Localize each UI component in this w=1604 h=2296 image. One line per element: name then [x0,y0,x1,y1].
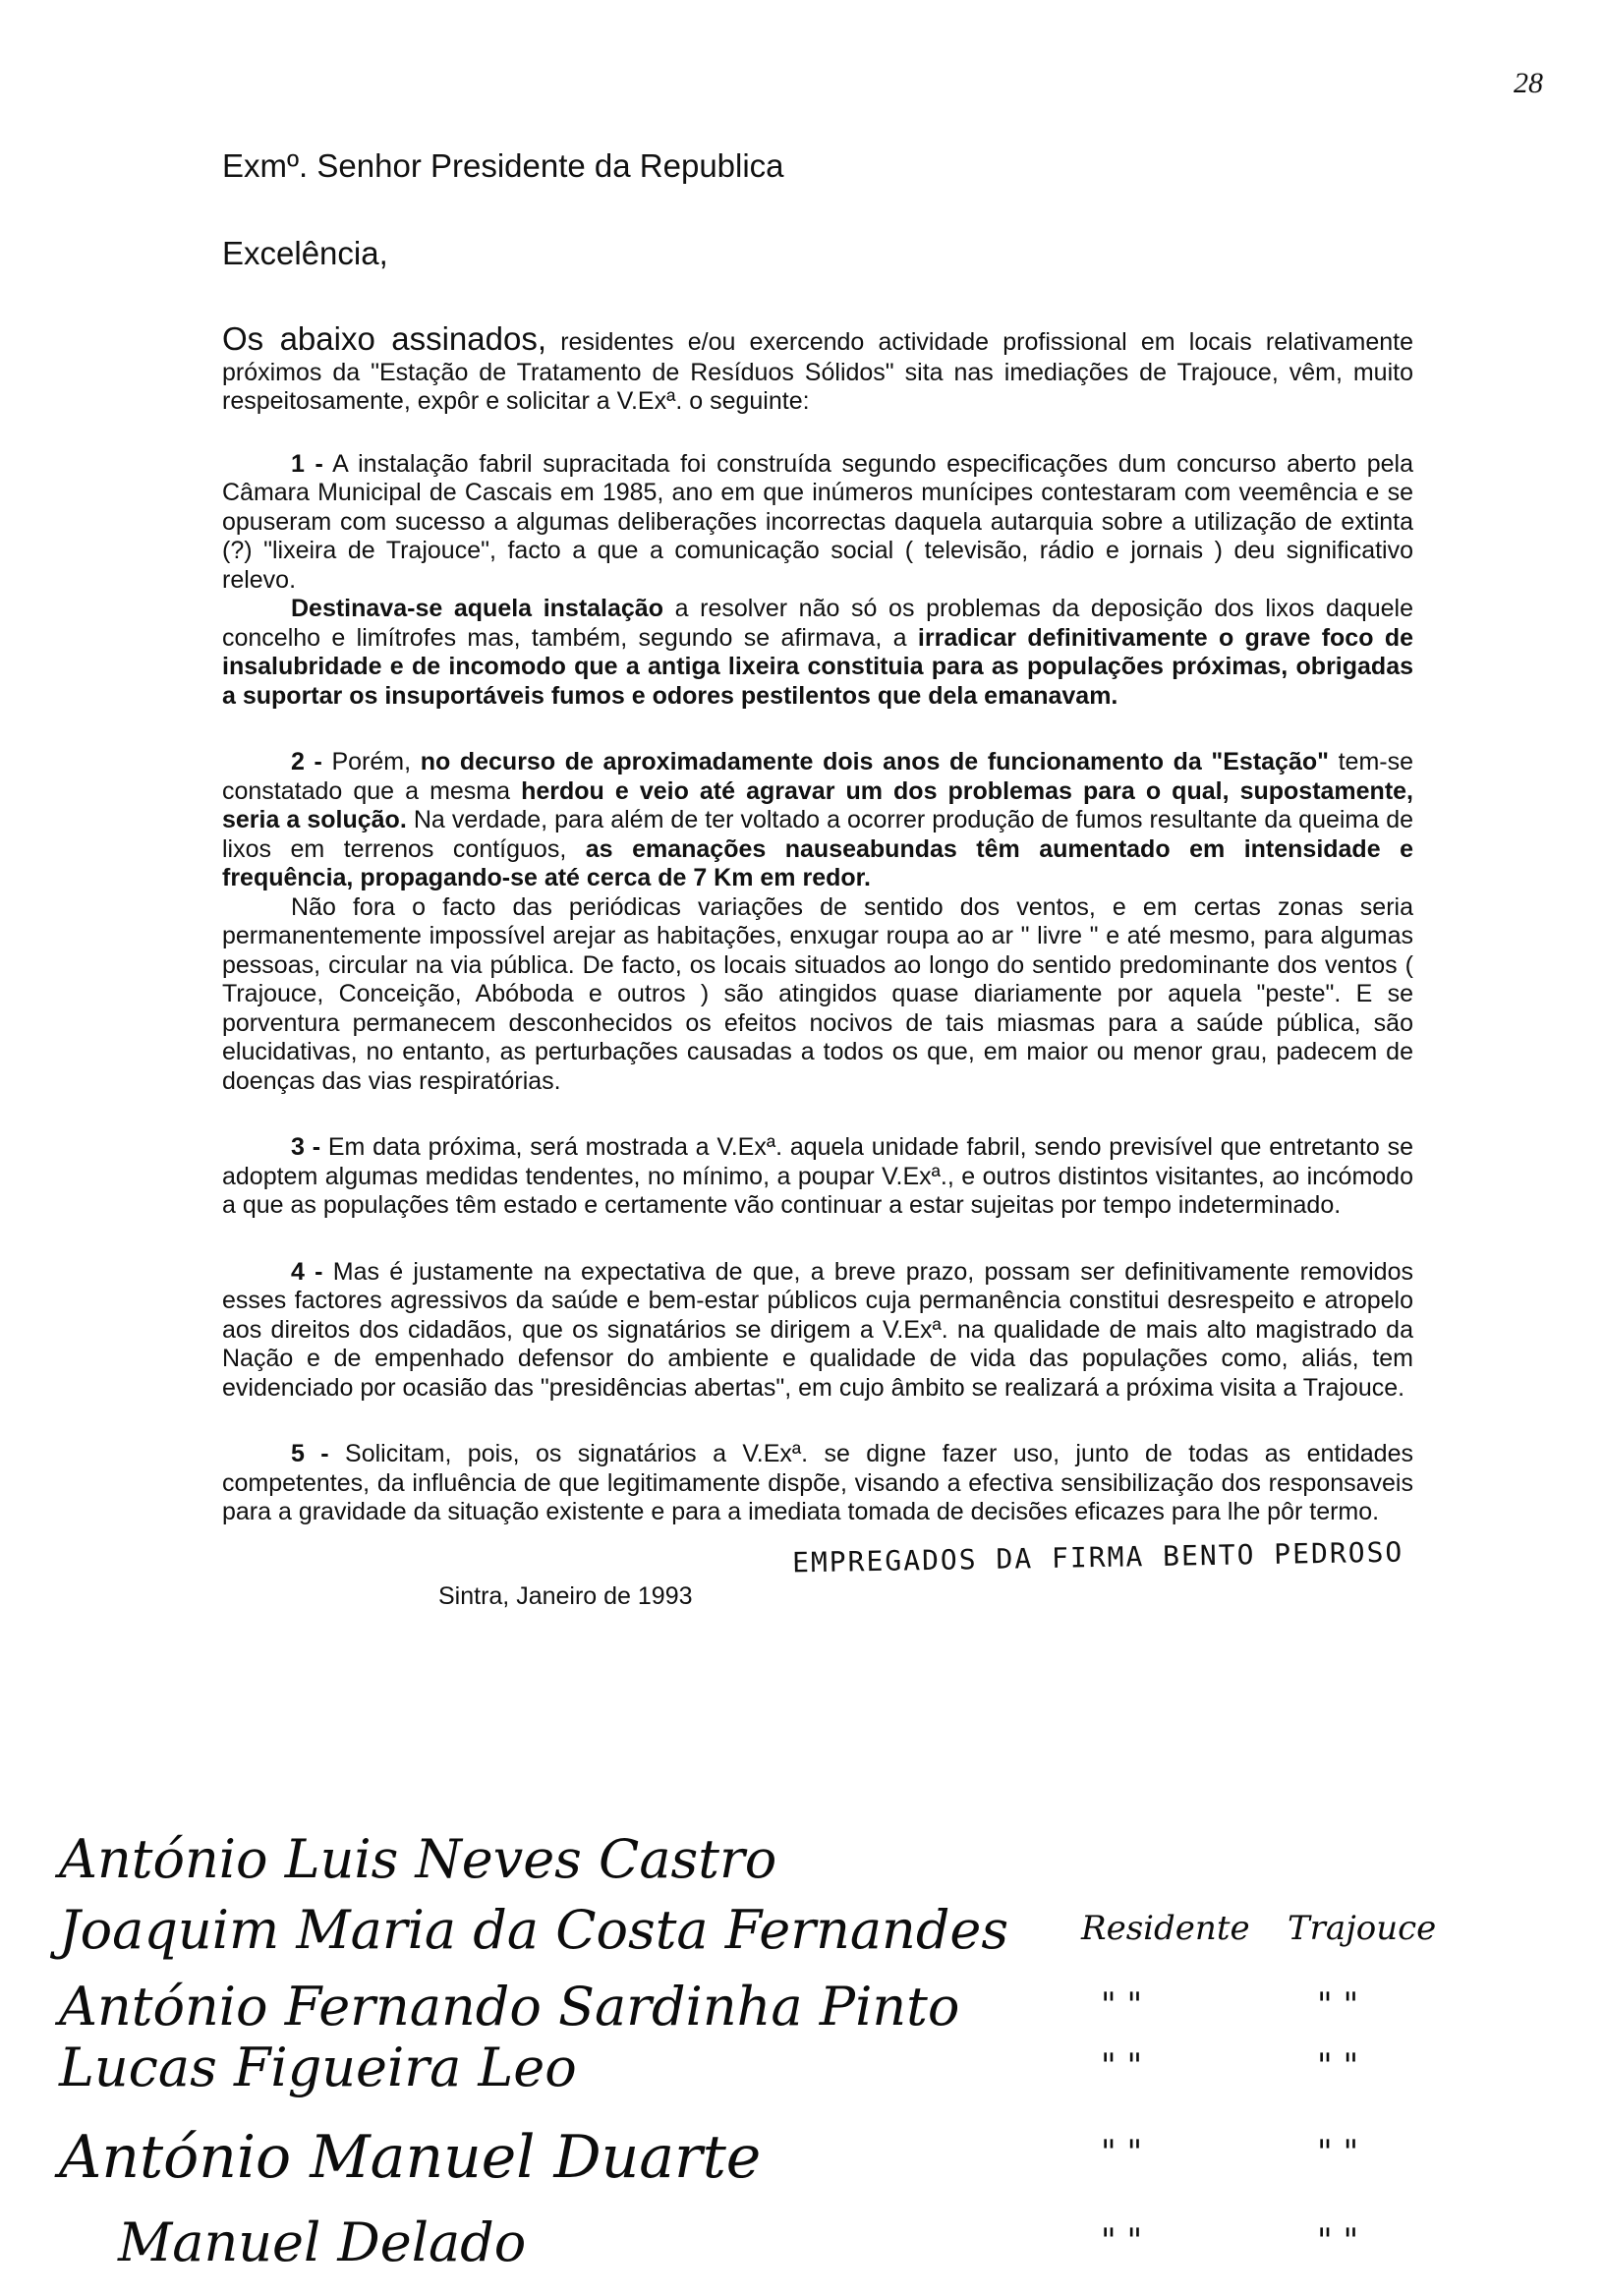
intro-text: residentes e/ou exercendo actividade profissional em locais relativamente próximos da "Estação de Tratamento de Resíduos Sólidos" sita nas imediações de Trajouce, vêm, muito respeitosamente, expôr e solicitar a V.Exª. o seguinte: [222,327,1413,416]
salutation: Exmº. Senhor Presidente da Republica [222,147,784,184]
section-2-bold-a: no decurso de aproximadamente dois anos de funcionamento da "Estação" [420,748,1329,776]
signature-row [59,2037,1533,2098]
signature: Lucas Figueira Leo [59,2037,577,2098]
signature: Manuel Delado [118,2211,527,2273]
section-5-number: 5 - [291,1440,329,1468]
section-3-number: 3 - [291,1133,321,1162]
section-1-bold-a: Destinava-se aquela instalação [291,595,663,623]
section-4-paragraph [222,1258,1413,1404]
section-2-bold-c: as emanações nauseabundas têm aumentado em intensidade e frequência, propagando-se até cerca de 7 Km em redor. [222,834,1414,892]
signature-row [59,2211,1533,2273]
section-3-paragraph [222,1133,1413,1221]
signature: Joaquim Maria da Costa Fernandes [59,1899,1009,1961]
section-1-text-a: a resolver não só os problemas da deposição dos lixos daquele concelho e limítrofes mas, também, segundo se afirmava, a [222,595,1413,652]
section-5-text: Solicitam, pois, os signatários a V.Exª. se digne fazer uso, junto de todas as entidades competentes, da influência de que legitimamente dispõe, visando a efectiva sensibilização dos responsaveis para a gravidade da situação existente e para a imediata tomada de decisões eficazes para lhe pôr termo. [222,1440,1413,1526]
signature-row [59,1899,1533,1961]
residence-label: Residente [1081,1909,1250,1948]
intro-lead: Os abaixo assinados, [222,319,546,357]
employer-note: EMPREGADOS DA FIRMA BENTO PEDROSO [791,1535,1404,1579]
section-3-text: Em data próxima, será mostrada a V.Exª. aquela unidade fabril, sendo previsível que entretanto se adoptem algumas medidas tendentes, no mínimo, a poupar V.Exª., e outros distintos visitantes, ao incómodo a que as populações têm estado e certamente vão continuar a estar sujeitas por tempo indeterminado. [222,1133,1413,1220]
residence-place: " " [1317,2221,1359,2261]
residence-label: " " [1101,2046,1143,2086]
section-5-paragraph [222,1440,1413,1527]
section-1-number: 1 - [291,449,323,478]
residence-label: " " [1101,1985,1143,2025]
residence-place: " " [1317,2046,1359,2086]
section-2-paragraph [222,748,1413,893]
residence-label: " " [1101,2221,1143,2261]
section-1-bold-b: irradicar definitivamente o grave foco de insalubridade e de incomodo que a antiga lixeira constituia para as populações próximas, obrigadas a suportar os insuportáveis fumos e odores pestilentos que dela emanavam. [222,623,1413,710]
residence-label: " " [1101,2133,1143,2172]
section-2-text-a: Porém, [331,748,412,776]
section-1-paragraph-2 [222,595,1413,711]
section-2-text-c: Na verdade, para além de ter voltado a ocorrer produção de fumos resultante da queima de lixos em terrenos contíguos, [222,806,1413,863]
section-2-bold-b: herdou e veio até agravar um dos problemas para o qual, supostamente, seria a solução. [222,776,1413,834]
signature-list [59,1828,1533,2290]
section-1-paragraph [222,450,1413,596]
intro-paragraph [222,320,1413,417]
section-4-text: Mas é justamente na expectativa de que, a breve prazo, possam ser definitivamente removidos esses factores agressivos da saúde e bem-estar públicos cuja permanência constitui desrespeito e atropelo aos direitos dos cidadãos, que os signatários se dirigem a V.Exª. na qualidade de mais alto magistrado da Nação e de empenhado defensor do ambiente e qualidade de vida das populações como, aliás, tem evidenciado por ocasião das "presidências abertas", em cujo âmbito se realizará a próxima visita a Trajouce. [222,1257,1413,1402]
section-2-paragraph-2: Não fora o facto das periódicas variações de sentido dos ventos, e em certas zonas seria permanentemente impossível arejar as habitações, enxugar roupa ao ar " livre " e até mesmo, para algumas pessoas, circular na via pública. De facto, os locais situados ao longo do sentido predominante dos ventos ( Trajouce, Conceição, Abóboda e outros ) são atingidos quase diariamente por aquela "peste". E se porventura permanecem desconhecidos os efeitos nocivos de tais miasmas para a saúde pública, são elucidativas, no entanto, as perturbações causadas a todos os que, em maior ou menor grau, padecem de doenças das vias respiratórias. [222,892,1413,1095]
signature-row [59,1828,1533,1890]
signature-row [59,1976,1533,2038]
greeting: Excelência, [222,234,388,271]
residence-place: " " [1317,2133,1359,2172]
place-date: Sintra, Janeiro de 1993 [438,1581,693,1610]
section-1-text: A instalação fabril supracitada foi construída segundo especificações dum concurso aberto pela Câmara Municipal de Cascais em 1985, ano em que inúmeros munícipes contestaram com veemência e se opuseram com sucesso a algumas deliberações incorrectas daquela autarquia sobre a utilização de extinta (?) "lixeira de Trajouce", facto a que a comunicação social ( televisão, rádio e jornais ) deu significativo relevo. [222,449,1413,594]
section-2-text-b: tem-se constatado que a mesma [222,748,1414,805]
signature: António Fernando Sardinha Pinto [59,1976,960,2038]
signature: António Luis Neves Castro [59,1828,777,1890]
signature: António Manuel Duarte [59,2123,762,2192]
residence-place: " " [1317,1985,1359,2025]
section-4-number: 4 - [291,1257,323,1286]
signature-row [59,2123,1533,2192]
letter-body [222,147,1413,1622]
residence-place: Trajouce [1288,1909,1437,1948]
signoff [222,1535,1413,1622]
section-2-number: 2 - [291,748,322,776]
page-number: 28 [1514,67,1543,99]
